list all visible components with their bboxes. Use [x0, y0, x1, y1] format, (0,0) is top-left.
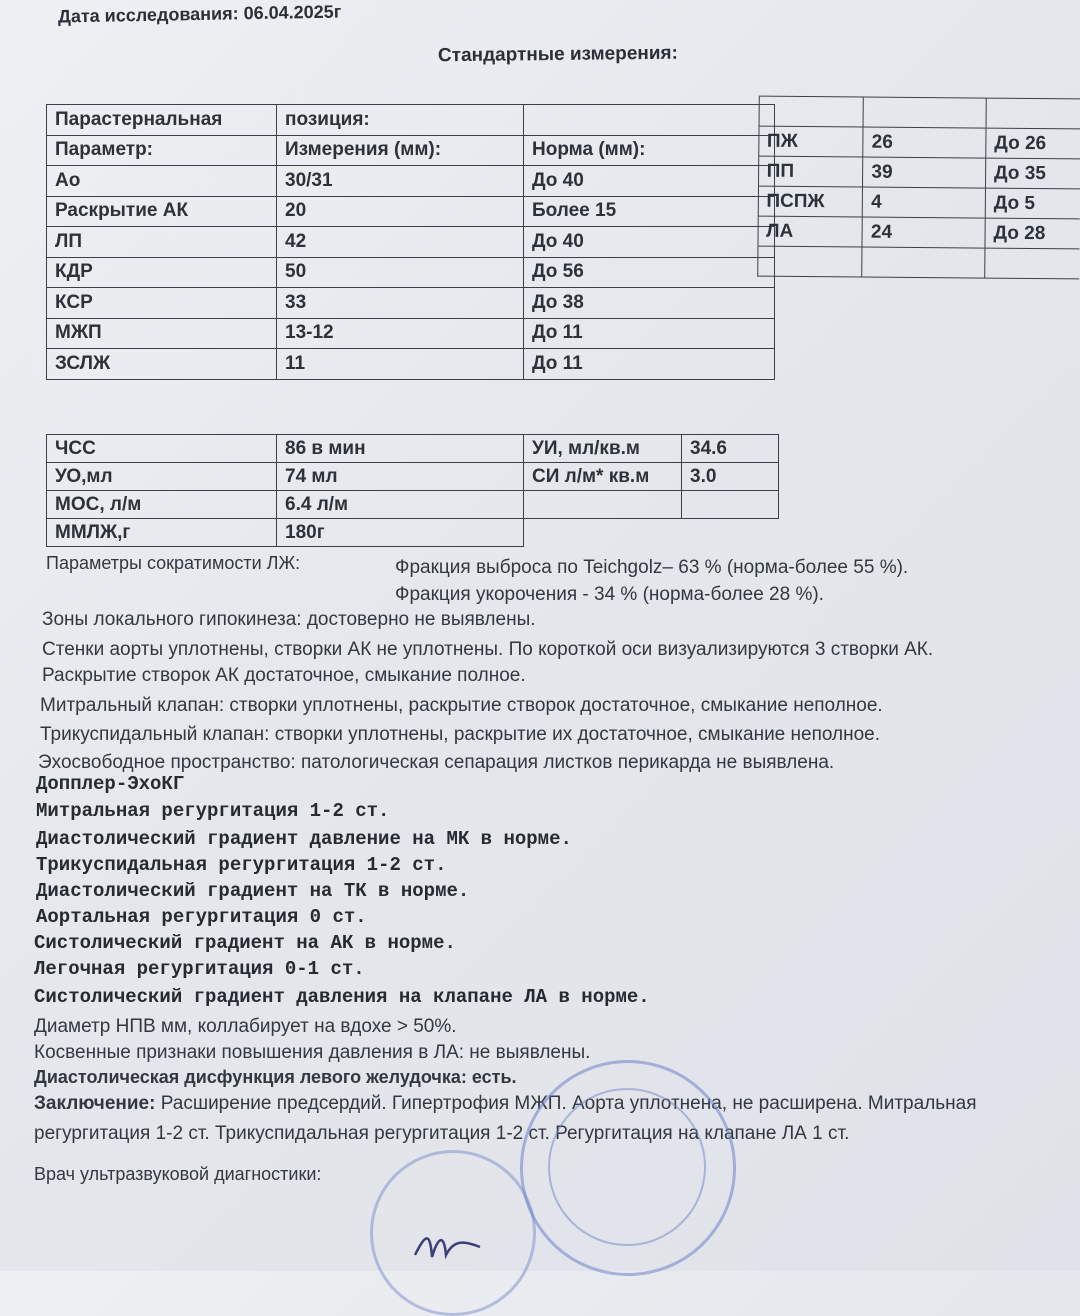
table-cell	[524, 184, 758, 216]
table-cell	[523, 214, 757, 246]
table-row	[47, 491, 779, 519]
table-cell: ЛА	[758, 216, 863, 247]
right-heart-table	[523, 94, 1080, 280]
table-cell: 6.4 л/м	[277, 491, 524, 519]
table-cell	[524, 124, 758, 156]
text-line: Трикуспидальный клапан: створки уплотнены, раскрытие их достаточное, смыкание неполное.	[40, 724, 881, 745]
table-cell: 74 мл	[277, 463, 524, 491]
table-cell	[759, 96, 864, 127]
table-cell: До 40	[524, 227, 775, 258]
table-row	[523, 244, 1079, 279]
table-row	[524, 154, 1080, 189]
table-cell	[863, 97, 986, 128]
table-cell: ПЖ	[758, 126, 863, 157]
table-cell: 3.0	[682, 463, 779, 491]
table-cell: ПСПЖ	[758, 186, 863, 217]
table-cell: 11	[277, 349, 524, 380]
table-row	[47, 435, 779, 463]
table-cell: До 35	[985, 158, 1080, 189]
table-cell: позиция:	[277, 105, 524, 136]
table-cell: До 26	[986, 128, 1080, 159]
table-cell: 86 в мин	[277, 435, 524, 463]
table-cell	[757, 246, 862, 277]
table-cell: КСР	[47, 288, 277, 319]
table-cell	[525, 94, 759, 126]
table-cell	[682, 491, 779, 519]
table-row	[47, 288, 775, 319]
table-cell	[985, 248, 1080, 279]
table-cell: УО,мл	[47, 463, 277, 491]
doppler-line: Диастолический градиент на ТК в норме.	[36, 880, 470, 902]
table-cell: До 28	[985, 218, 1080, 249]
conclusion-line-2: регургитация 1-2 ст. Трикуспидальная регургитация 1-2 ст. Регургитация на клапане ЛА 1 ст.	[34, 1123, 850, 1144]
conclusion-text: Расширение предсердий. Гипертрофия МЖП. Аорта уплотнена, не расширена. Митральная	[155, 1093, 977, 1114]
table-cell: Ао	[47, 166, 277, 197]
table-row	[523, 214, 1079, 249]
table-cell: До 5	[985, 188, 1080, 219]
table-cell: 50	[277, 257, 524, 288]
table-cell: ММЛЖ,г	[47, 519, 277, 547]
table-cell: 20	[277, 196, 524, 227]
table-cell: 24	[862, 217, 985, 248]
table-cell	[524, 491, 682, 519]
text-line: Зоны локального гипокинеза: достоверно не выявлены.	[42, 609, 536, 630]
table-cell: МОС, л/м	[47, 491, 277, 519]
table-cell: 13-12	[277, 318, 524, 349]
doppler-line: Легочная регургитация 0-1 ст.	[34, 958, 365, 980]
table-row	[47, 318, 775, 349]
doppler-line: Аортальная регургитация 0 ст.	[36, 906, 367, 928]
table-cell: Измерения (мм):	[277, 135, 524, 166]
doppler-line: Митральная регургитация 1-2 ст.	[36, 800, 390, 822]
table-cell: ЧСС	[47, 435, 277, 463]
table-cell	[523, 244, 757, 276]
table-cell	[986, 98, 1080, 129]
table-cell: До 40	[524, 166, 775, 197]
table-cell: МЖП	[47, 318, 277, 349]
table-cell	[524, 154, 758, 186]
table-cell: 180г	[277, 519, 524, 547]
table-cell: 4	[863, 187, 986, 218]
table-cell: До 11	[524, 349, 775, 380]
table-cell: Параметр:	[47, 135, 277, 166]
contractility-label: Параметры сократимости ЛЖ:	[46, 553, 301, 573]
table-cell: 26	[863, 127, 986, 158]
calculated-parameters-table	[46, 434, 779, 547]
doppler-line: Диастолический градиент давление на МК в норме.	[36, 828, 572, 850]
table-cell: До 56	[524, 257, 775, 288]
table-cell: 34.6	[682, 435, 779, 463]
table-row	[524, 124, 1080, 159]
section-title: Стандартные измерения:	[437, 42, 679, 67]
table-row	[524, 184, 1080, 219]
table-cell	[524, 519, 682, 547]
shortening-fraction: Фракция укорочения - 34 % (норма-более 28 %).	[395, 584, 824, 605]
conclusion-line-1	[34, 1093, 977, 1115]
text-line: Диаметр НПВ мм, коллабирует на вдохе > 50%.	[34, 1016, 457, 1037]
table-row	[525, 94, 1080, 129]
table-cell: ЛП	[47, 227, 277, 258]
doppler-line: Систолический градиент на АК в норме.	[34, 932, 456, 954]
table-cell: 39	[863, 157, 986, 188]
doppler-line: Трикуспидальная регургитация 1-2 ст.	[36, 854, 447, 876]
table-cell: УИ, мл/кв.м	[524, 435, 682, 463]
table-cell: Более 15	[524, 196, 775, 227]
conclusion-label: Заключение:	[34, 1093, 156, 1114]
text-line: Митральный клапан: створки уплотнены, раскрытие створок достаточное, смыкание неполное.	[40, 695, 883, 716]
table-cell: 30/31	[277, 166, 524, 197]
doppler-heading: Допплер-ЭхоКГ	[36, 773, 185, 795]
ejection-fraction: Фракция выброса по Teichgolz– 63 % (норма-более 55 %).	[395, 557, 909, 578]
table-cell: КДР	[47, 257, 277, 288]
table-cell: До 11	[524, 318, 775, 349]
text-line: Стенки аорты уплотнены, створки АК не уплотнены. По короткой оси визуализируются 3 створки АК.	[42, 639, 934, 660]
table-cell: 42	[277, 227, 524, 258]
table-cell: Парастернальная	[47, 105, 277, 136]
text-line: Косвенные признаки повышения давления в ЛА: не выявлены.	[34, 1042, 591, 1063]
diastolic-dysfunction: Диастолическая дисфункция левого желудочка: есть.	[34, 1067, 517, 1087]
exam-date: Дата исследования: 06.04.2025г	[57, 1, 342, 27]
table-row	[47, 519, 779, 547]
table-cell: ПП	[758, 156, 863, 187]
table-cell: ЗСЛЖ	[47, 349, 277, 380]
text-line: Эхосвободное пространство: патологическая сепарация листков перикарда не выявлена.	[38, 752, 835, 773]
text-line: Раскрытие створок АК достаточное, смыкание полное.	[42, 665, 526, 686]
table-cell	[682, 519, 779, 547]
doppler-line: Систолический градиент давления на клапане ЛА в норме.	[34, 986, 650, 1008]
table-cell: До 38	[524, 288, 775, 319]
table-cell: Норма (мм):	[524, 135, 775, 166]
table-cell: СИ л/м* кв.м	[524, 463, 682, 491]
table-cell: 33	[277, 288, 524, 319]
doctor-label: Врач ультразвуковой диагностики:	[34, 1164, 322, 1184]
clinic-stamp-inner-ring	[548, 1088, 706, 1246]
table-row	[47, 463, 779, 491]
signature	[410, 1225, 490, 1265]
table-cell: Раскрытие АК	[47, 196, 277, 227]
table-cell	[862, 247, 985, 278]
table-row	[47, 349, 775, 380]
